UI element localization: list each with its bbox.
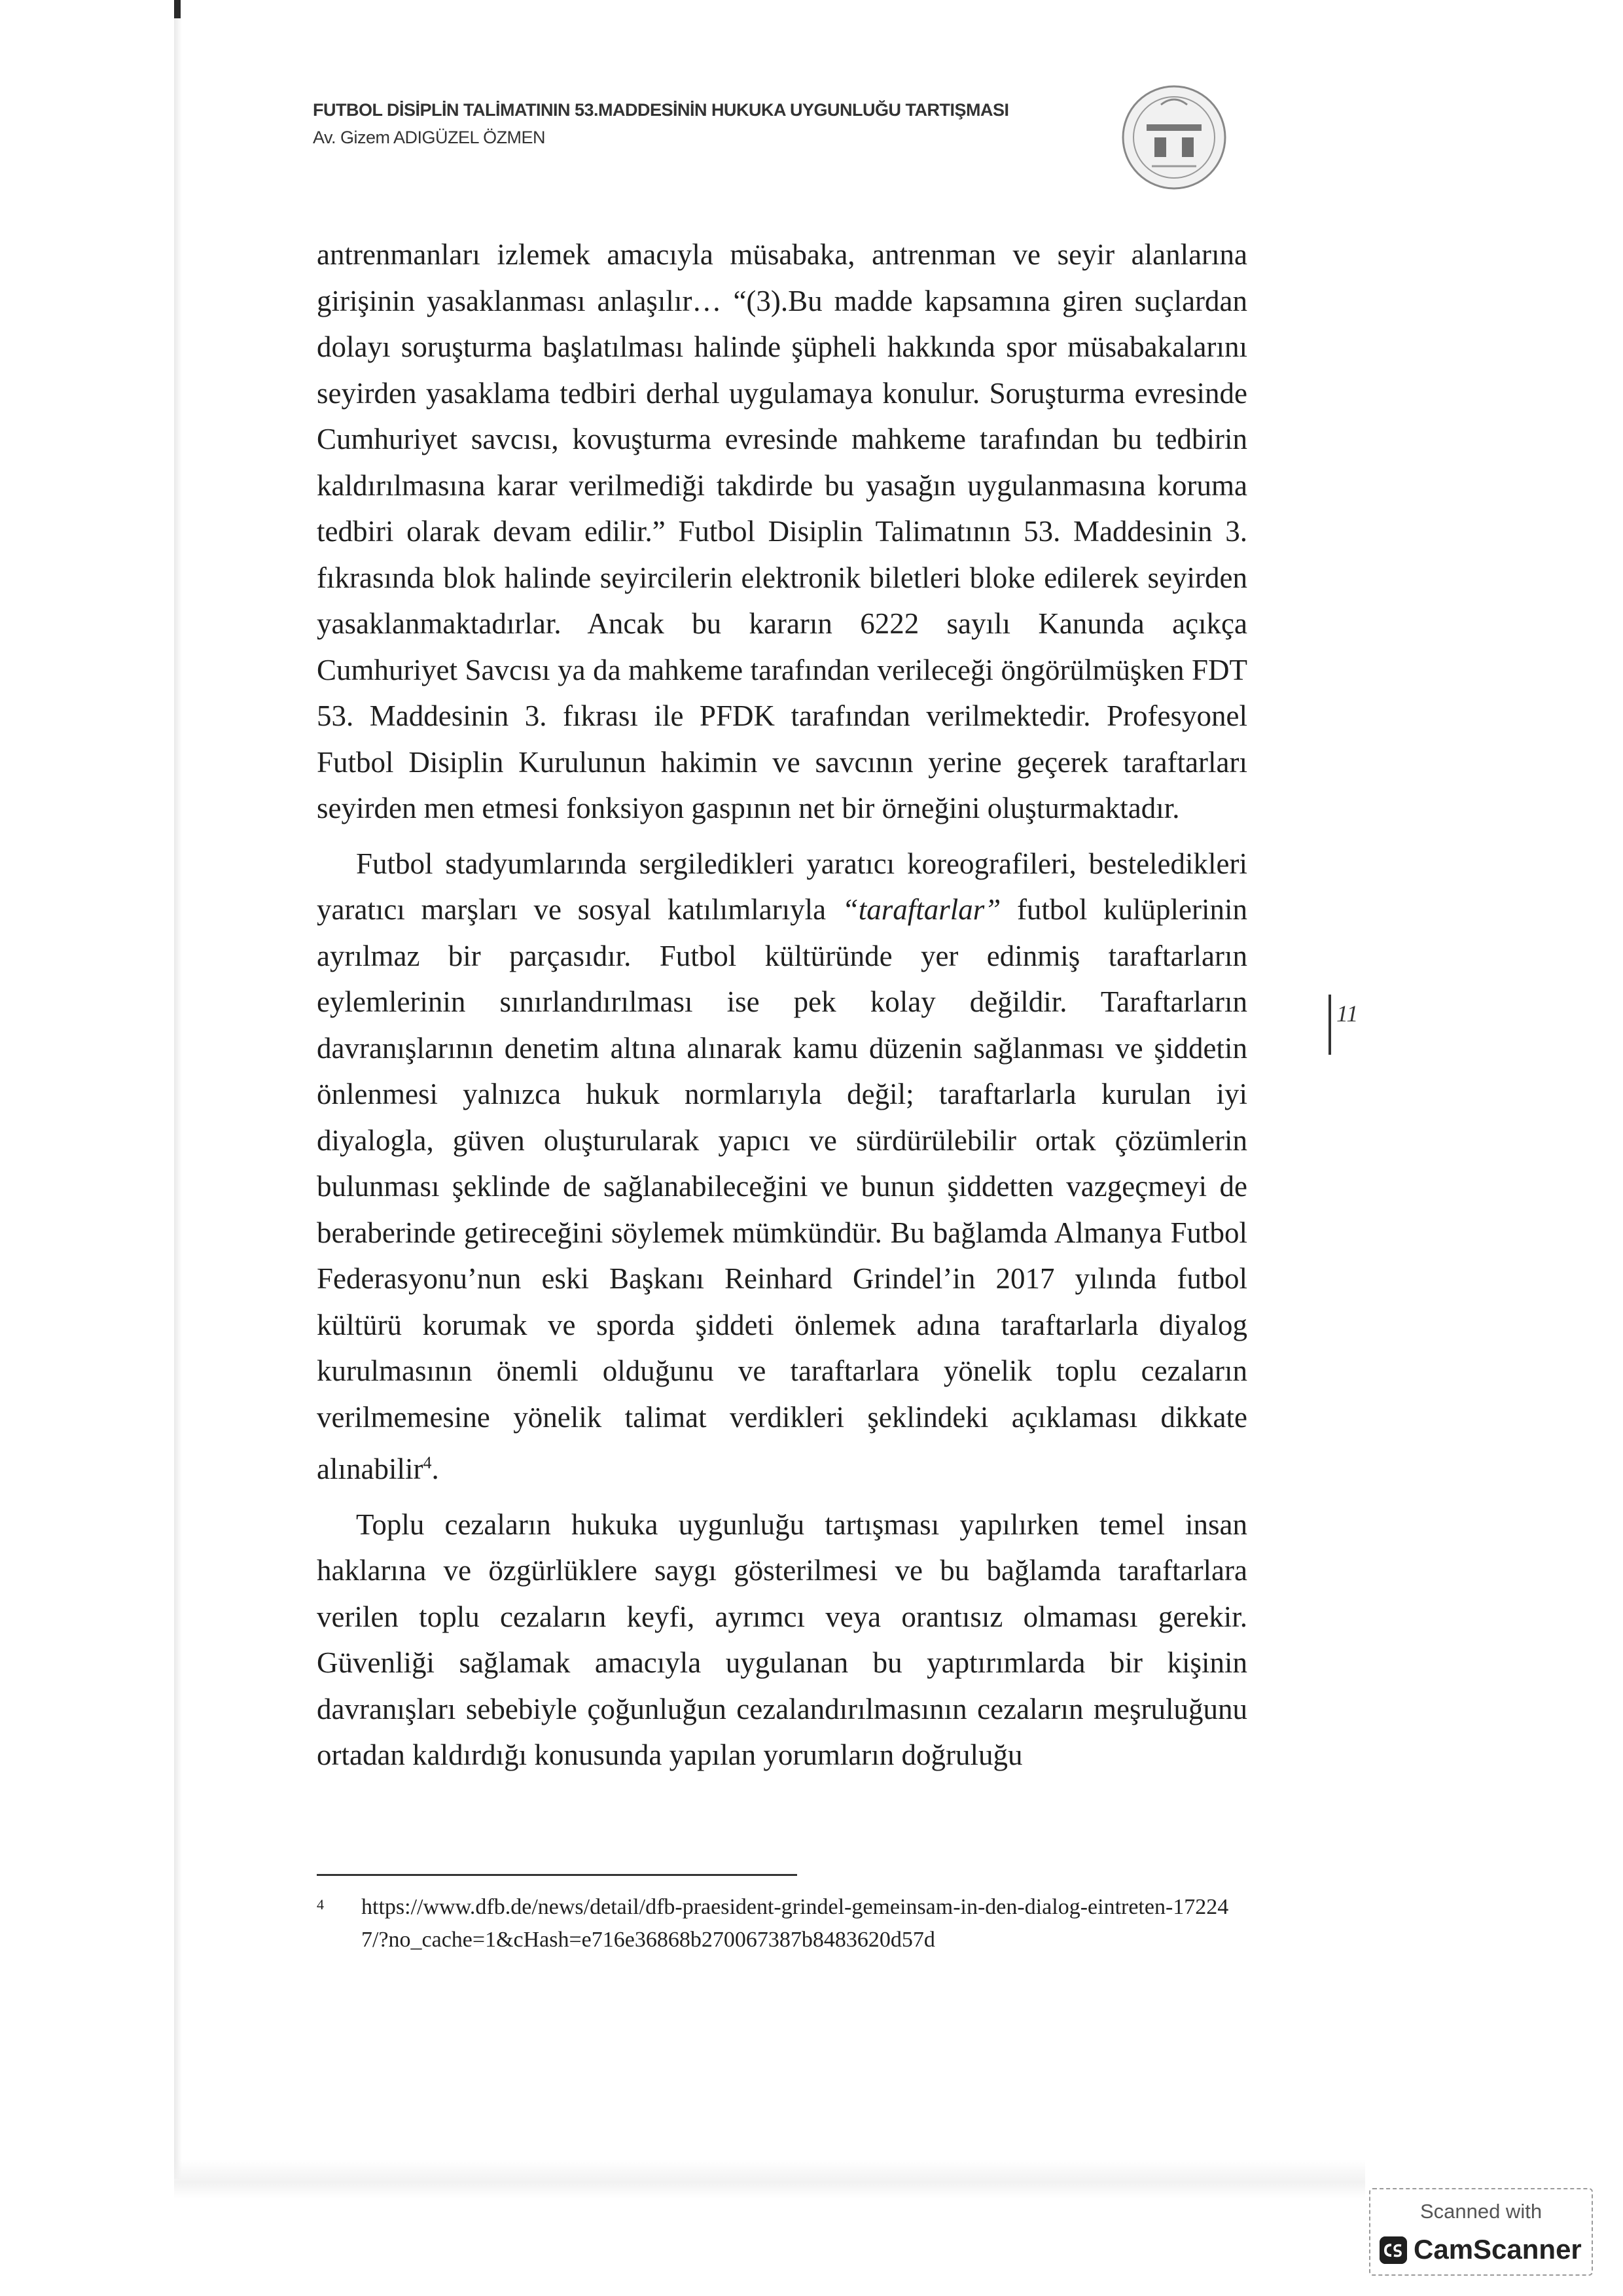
- footnote-divider: [317, 1874, 797, 1876]
- paragraph-2-end: .: [431, 1453, 439, 1485]
- paragraph-2-italic-term: “taraftarlar”: [842, 893, 1001, 926]
- page-number-rule: [1329, 995, 1331, 1055]
- scan-shadow: [174, 0, 182, 2179]
- scanner-stamp-brand: CamScanner: [1414, 2234, 1582, 2265]
- scan-edge-mark: [174, 0, 181, 18]
- paragraph-2: [317, 841, 1247, 1492]
- scan-shadow-bottom: [174, 2159, 1365, 2199]
- scanner-stamp-caption: Scanned with: [1419, 2200, 1543, 2223]
- running-header: [313, 96, 1008, 150]
- footnote-marker: 4: [317, 1896, 324, 1913]
- paragraph-2-text-cont: futbol kulüplerinin ayrılmaz bir parçasıdır. Futbol kültüründe yer edinmiş taraftarların eylemlerinin sınırlandırılması ise pek kolay değildir. Taraftarların davranışlarının denetim altına alınarak kamu düzenin sağlanması ve şiddetin önlenmesi yalnızca hukuk normlarıyla değil; taraftarlarla kurulan iyi diyalogla, güven oluşturularak yapıcı ve sürdürülebilir ortak çözümlerin bulunması şeklinde de sağlanabileceğini ve bunun şiddetten vazgeçmeyi de beraberinde getireceğini söylemek mümkündür. Bu bağlamda Almanya Futbol Federasyonu’nun eski Başkanı Reinhard Grindel’in 2017 yılında futbol kültürü korumak ve sporda şiddeti önlemek adına taraftarlarla diyalog kurulmasının önemli olduğunu ve taraftarlara yönelik toplu cezaların verilmemesine yönelik talimat verdikleri şeklindeki açıklaması dikkate alınabilir: [317, 893, 1247, 1485]
- camscanner-logo-icon: [1380, 2236, 1407, 2264]
- header-title: FUTBOL DİSİPLİN TALİMATININ 53.MADDESİNİN HUKUKA UYGUNLUĞU TARTIŞMASI: [313, 100, 1009, 120]
- footnote-reference: 4: [423, 1453, 432, 1472]
- header-author: Av. Gizem ADIGÜZEL ÖZMEN: [313, 128, 546, 147]
- page-number: 11: [1336, 1000, 1359, 1027]
- footnote: [317, 1891, 1246, 1956]
- paragraph-3: Toplu cezaların hukuka uygunluğu tartışması yapılırken temel insan haklarına ve özgürlüklere saygı gösterilmesi ve bu bağlamda taraftarlara verilen toplu cezaların keyfi, ayrımcı veya orantısız olmaması gerekir. Güvenliği sağlamak amacıyla uygulanan bu yaptırımlarda bir kişinin davranışları sebebiyle çoğunluğun cezalandırılmasının cezaların meşruluğunu ortadan kaldırdığı konusunda yapılan yorumların doğruluğu: [317, 1508, 1247, 1771]
- emblem-seal-icon: [1115, 79, 1233, 196]
- footnote-link[interactable]: https://www.dfb.de/news/detail/dfb-praesident-grindel-gemeinsam-in-den-dialog-eintreten-172247/?no_cache=1&cHash=e716e36868b270067387b8483620d57d: [361, 1895, 1229, 1952]
- scanner-stamp: [1369, 2188, 1593, 2276]
- paragraph-1: antrenmanları izlemek amacıyla müsabaka, antrenman ve seyir alanlarına girişinin yasaklanması anlaşılır… “(3).Bu madde kapsamına giren suçlardan dolayı soruşturma başlatılması halinde şüpheli hakkında spor müsabakalarını seyirden yasaklama tedbiri derhal uygulamaya konulur. Soruşturma evresinde Cumhuriyet savcısı, kovuşturma evresinde mahkeme tarafından bu tedbirin kaldırılmasına karar verilmediği takdirde bu yasağın uygulanmasına koruma tedbiri olarak devam edilir.” Futbol Disiplin Talimatının 53. Maddesinin 3. fıkrasında blok halinde seyircilerin elektronik biletleri bloke edilerek seyirden yasaklanmaktadırlar. Ancak bu kararın 6222 sayılı Kanunda açıkça Cumhuriyet Savcısı ya da mahkeme tarafından verileceği öngörülmüşken FDT 53. Maddesinin 3. fıkrası ile PFDK tarafından verilmektedir. Profesyonel Futbol Disiplin Kurulunun hakimin ve savcının yerine geçerek taraftarları seyirden men etmesi fonksiyon gaspının net bir örneğini oluşturmaktadır.: [317, 238, 1247, 824]
- paragraph-2-text: Futbol stadyumlarında sergiledikleri yaratıcı koreografileri, besteledikleri yaratıcı marşları ve sosyal katılımlarıyla: [317, 847, 1247, 926]
- body-text: [317, 232, 1247, 1778]
